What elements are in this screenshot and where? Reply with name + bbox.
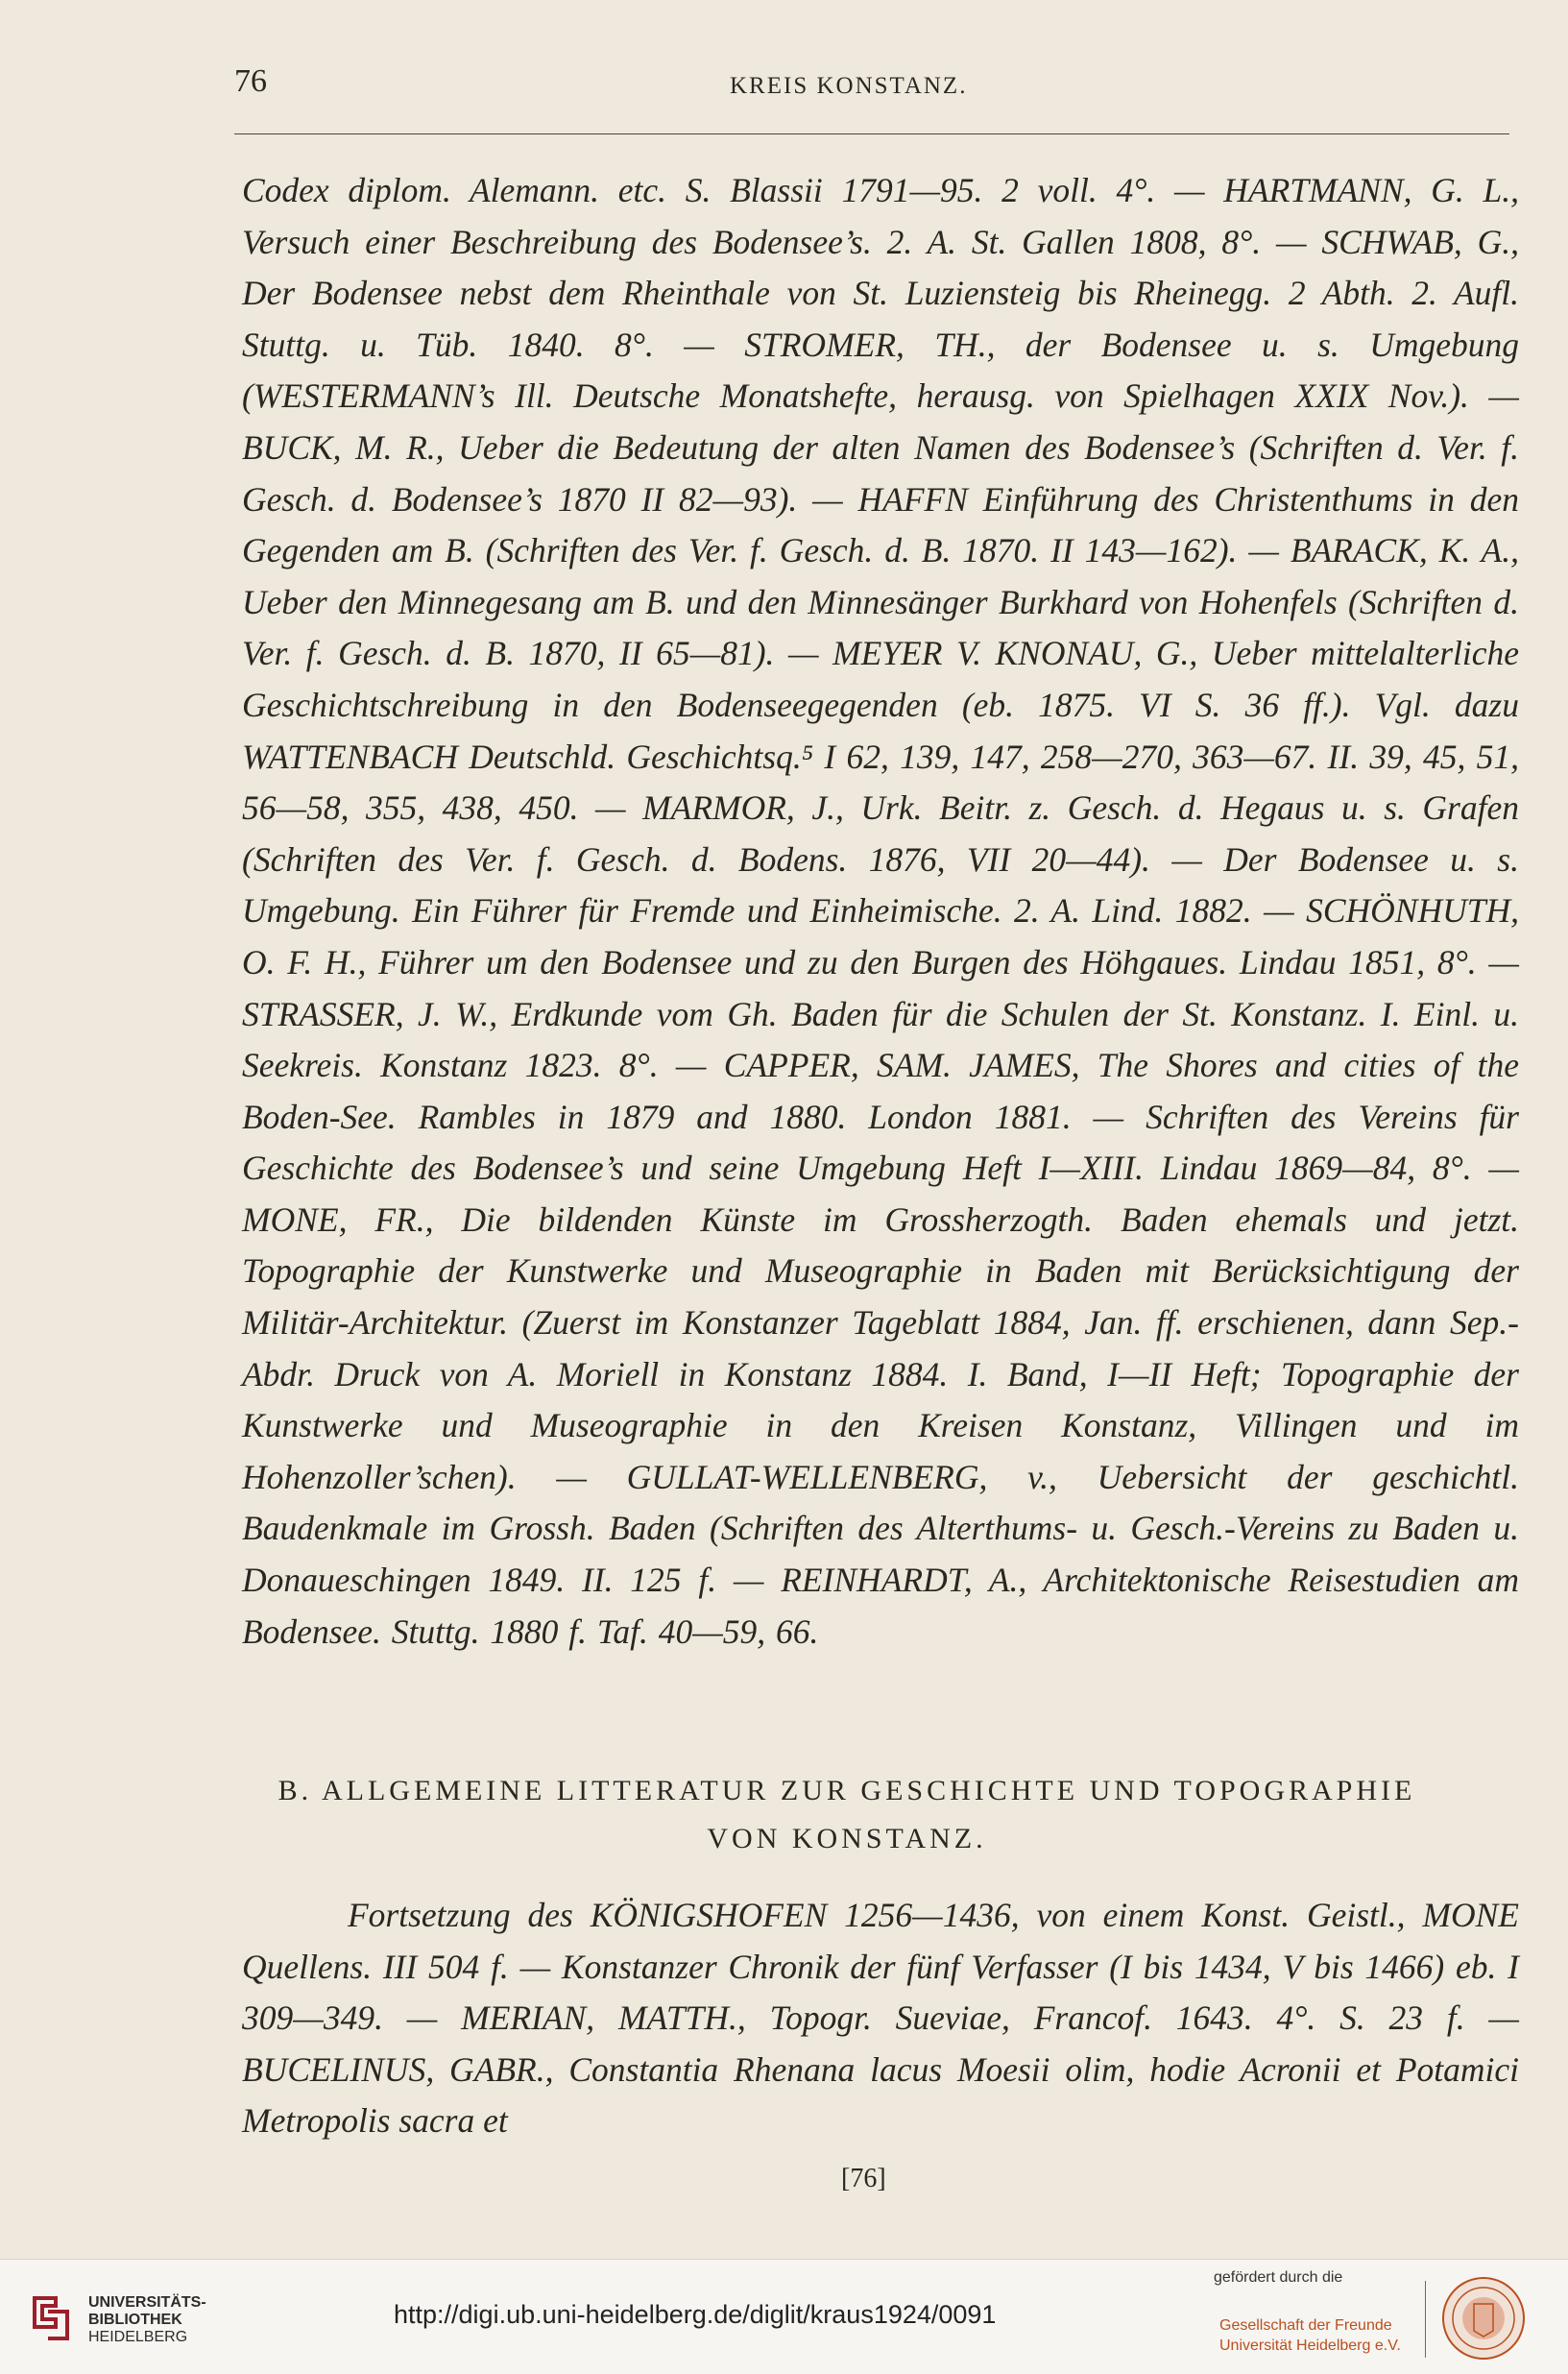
bibliography-paragraph: Codex diplom. Alemann. etc. S. Blassii 1791—95. 2 voll. 4°. — HARTMANN, G. L., Versuch einer Beschreibung des Bodensee’s. 2. A. St. Gallen 1808, 8°. — SCHWAB, G., Der Bodensee nebst dem Rheinthale von St. Luziensteig bis Rheinegg. 2 Abth. 2. Aufl. Stuttg. u. Tüb. 1840. 8°. — STROMER, TH., der Bodensee u. s. Umgebung (WESTERMANN’s Ill. Deutsche Monatshefte, herausg. von Spielhagen XXIX Nov.). — BUCK, M. R., Ueber die Bedeutung der alten Namen des Bodensee’s (Schriften d. Ver. f. Gesch. d. Bodensee’s 1870 II 82—93). — HAFFN Einführung des Christenthums in den Gegenden am B. (Schriften des Ver. f. Gesch. d. B. 1870. II 143—162). — BARACK, K. A., Ueber den Minnegesang am B. und den Minnesänger Burkhard von Hohenfels (Schriften d. Ver. f. Gesch. d. B. 1870, II 65—81). — MEYER V. KNONAU, G., Ueber mittelalterliche Geschichtschreibung in den Bodenseegegenden (eb. 1875. VI S. 36 ff.). Vgl. dazu WATTENBACH Deutschld. Geschichtsq.⁵ I 62, 139, 147, 258—270, 363—67. II. 39, 45, 51, 56—58, 355, 438, 450. — MARMOR, J., Urk. Beitr. z. Gesch. d. Hegaus u. s. Grafen (Schriften des Ver. f. Gesch. d. Bodens. 1876, VII 20—44). — Der Bodensee u. s. Umgebung. Ein Führer für Fremde und Einheimische. 2. A. Lind. 1882. — SCHÖNHUTH, O. F. H., Führer um den Bodensee und zu den Burgen des Höhgaues. Lindau 1851, 8°. — STRASSER, J. W., Erdkunde vom Gh. Baden für die Schulen der St. Konstanz. I. Einl. u. Seekreis. Konstanz 1823. 8°. — CAPPER, SAM. JAMES, The Shores and cities of the Boden-See. Rambles in 1879 and 1880. London 1881. — Schriften des Vereins für Geschichte des Bodensee’s und seine Umgebung Heft I—XIII. Lindau 1869—84, 8°. — MONE, FR., Die bildenden Künste im Grossherzogth. Baden ehemals und jetzt. Topographie der Kunstwerke und Museographie in Baden mit Berücksichtigung der Militär-Architektur. (Zuerst im Konstanzer Tageblatt 1884, Jan. ff. erschienen, dann Sep.-Abdr. Druck von A. Moriell in Konstanz 1884. I. Band, I—II Heft; Topographie der Kunstwerke und Museographie in den Kreisen Konstanz, Villingen und im Hohenzoller’schen). — GULLAT-WELLENBERG, v., Uebersicht der geschichtl. Baudenkmale im Grossh. Baden (Schriften des Alterthums- u. Gesch.-Vereins zu Baden u. Donaueschingen 1849. II. 125 f. — REINHARDT, A., Architektonische Reisestudien am Bodensee. Stuttg. 1880 f. Taf. 40—59, 66. bbox=[242, 171, 1519, 1651]
university-library-logo-icon bbox=[27, 2289, 75, 2346]
library-name-line-1: UNIVERSITÄTS- bbox=[88, 2294, 206, 2311]
section-paragraph: Fortsetzung des KÖNIGSHOFEN 1256—1436, von einem Konst. Geistl., MONE Quellens. III 504 f. — Konstanzer Chronik der fünf Verfasser (I bis 1434, V bis 1466) eb. I 309—349. — MERIAN, MATTH., Topogr. Sueviae, Francof. 1643. 4°. S. 23 f. — BUCELINUS, GABR., Constantia Rhenana lacus Moesii olim, hodie Acronii et Potamici Metropolis sacra et bbox=[242, 1896, 1519, 2141]
society-name-line-1: Gesellschaft der Freunde bbox=[1219, 2317, 1392, 2334]
running-head: KREIS KONSTANZ. bbox=[730, 73, 968, 99]
page-number: 76 bbox=[234, 63, 267, 99]
footer-bar bbox=[0, 2259, 1568, 2374]
bottom-page-number: [76] bbox=[841, 2164, 886, 2193]
footer-divider bbox=[1425, 2281, 1426, 2358]
society-name-line-2: Universität Heidelberg e.V. bbox=[1219, 2338, 1401, 2354]
permalink-url[interactable]: http://digi.ub.uni-heidelberg.de/diglit/kraus1924/0091 bbox=[394, 2300, 997, 2329]
header-rule bbox=[234, 133, 1509, 134]
funded-by-label: gefördert durch die bbox=[1214, 2269, 1343, 2286]
section-heading: B. ALLGEMEINE LITTERATUR ZUR GESCHICHTE UND TOPOGRAPHIE VON KONSTANZ. bbox=[277, 1775, 1416, 1854]
society-name bbox=[1219, 2315, 1401, 2356]
library-name-line-3: HEIDELBERG bbox=[88, 2329, 188, 2345]
university-seal-icon bbox=[1440, 2275, 1527, 2362]
library-name bbox=[88, 2294, 206, 2346]
library-name-line-2: BIBLIOTHEK bbox=[88, 2312, 182, 2328]
